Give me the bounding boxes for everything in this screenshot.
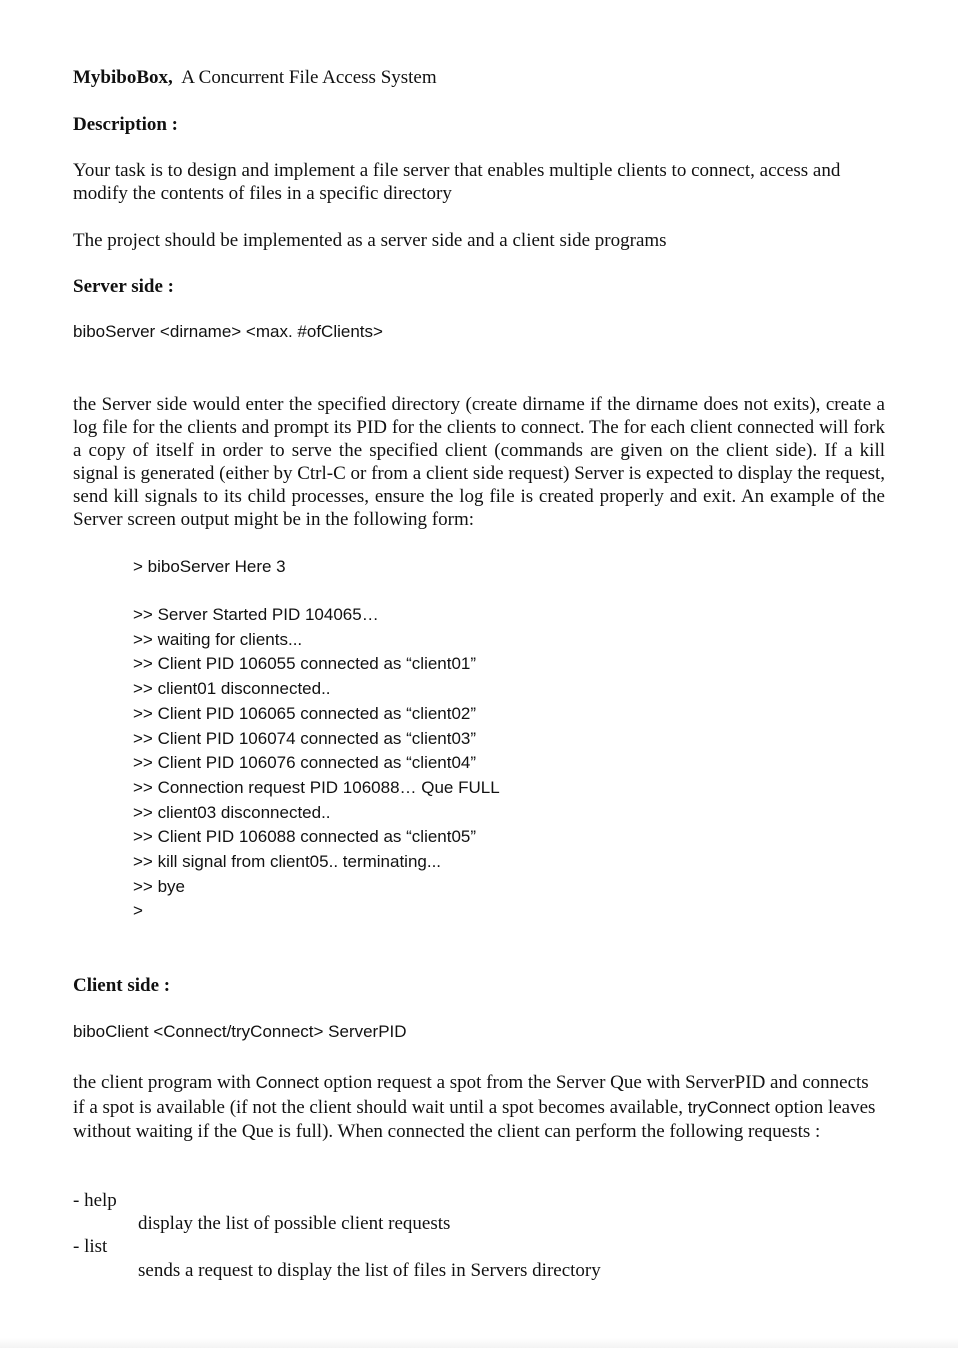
log-line: >> Client PID 106076 connected as “client04”: [133, 753, 477, 773]
log-line: >> bye: [133, 876, 185, 896]
client-paragraph-text: option leaves without waiting if the Que is full). When connected the client can perform the following requests :: [73, 1096, 876, 1143]
description-paragraph-1: Your task is to design and implement a file server that enables multiple clients to connect, access and modify the contents of files in a specific directory: [73, 160, 841, 204]
example-command: > biboServer Here 3: [133, 557, 286, 576]
log-line: >> Client PID 106065 connected as “client02”: [133, 703, 477, 723]
title-name: MybiboBox,: [73, 67, 173, 88]
document-title: [73, 66, 437, 89]
client-paragraph: [73, 1071, 885, 1143]
log-line: >> Connection request PID 106088… Que FULL: [133, 777, 500, 797]
connect-option: Connect: [255, 1073, 319, 1092]
server-log-output: [133, 603, 500, 924]
server-paragraph: the Server side would enter the specified directory (create dirname if the dirname does not exits), create a log file for the clients and prompt its PID for the clients to connect. The for each client connected will fork a copy of itself in order to serve the specified client (commands are given on the client side). If a kill signal is generated (either by Ctrl-C or from a client side request) Server is expected to display the request, send kill signals to its child processes, ensure the log file is created properly and exit. An example of the Server screen output might be in the following form:: [73, 394, 885, 530]
request-list-name: - list: [73, 1236, 108, 1257]
title-subtitle: A Concurrent File Access System: [181, 67, 437, 88]
description-heading: Description :: [73, 114, 179, 135]
log-line: >> client01 disconnected..: [133, 679, 331, 699]
request-help-desc: display the list of possible client requests: [138, 1213, 451, 1234]
server-command: biboServer <dirname> <max. #ofClients>: [73, 322, 383, 341]
description-paragraph-2: The project should be implemented as a server side and a client side programs: [73, 230, 667, 251]
log-line: >> Client PID 106055 connected as “client01”: [133, 654, 477, 674]
client-command: biboClient <Connect/tryConnect> ServerPID: [73, 1022, 407, 1041]
log-line: >: [133, 901, 143, 921]
client-paragraph-text: option request a spot from the Server Que with ServerPID and connects if a spot is available (if not the client should wait until a spot becomes available,: [73, 1072, 869, 1118]
client-heading: Client side :: [73, 975, 171, 996]
log-line: >> waiting for clients...: [133, 629, 303, 649]
log-line: >> Client PID 106088 connected as “client05”: [133, 827, 477, 847]
server-heading: Server side :: [73, 276, 174, 297]
page-bottom-edge: [0, 1338, 958, 1348]
request-list-desc: sends a request to display the list of files in Servers directory: [138, 1260, 601, 1281]
log-line: >> kill signal from client05.. terminating...: [133, 852, 442, 872]
request-help-name: - help: [73, 1190, 117, 1211]
log-line: >> Server Started PID 104065…: [133, 605, 379, 624]
client-paragraph-text: the client program with: [73, 1072, 256, 1093]
tryconnect-option: tryConnect: [687, 1097, 770, 1117]
log-line: >> Client PID 106074 connected as “client03”: [133, 728, 477, 748]
log-line: >> client03 disconnected..: [133, 802, 331, 822]
